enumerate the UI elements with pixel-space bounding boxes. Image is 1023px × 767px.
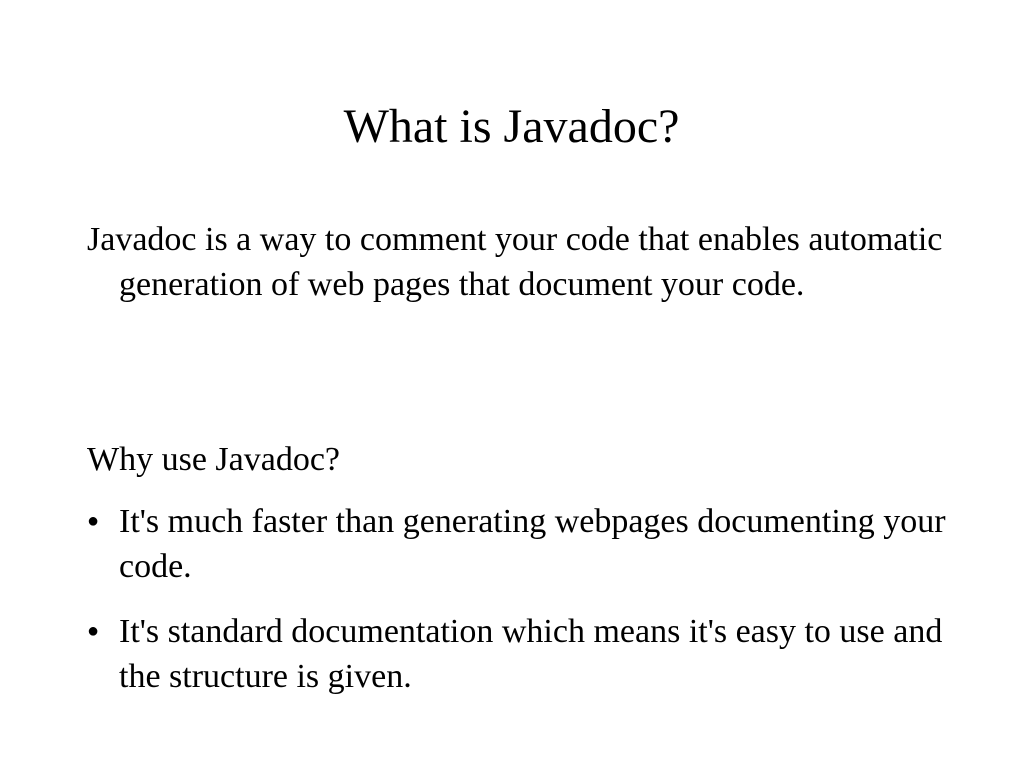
- bullet-text: It's standard documentation which means it's easy to use and the structure is given.: [119, 613, 943, 695]
- slide-title: What is Javadoc?: [343, 100, 680, 153]
- bullet-dot-icon: ●: [87, 510, 100, 532]
- bullet-text: It's much faster than generating webpages documenting your code.: [119, 503, 946, 585]
- why-heading: Why use Javadoc?: [87, 441, 341, 478]
- bullet-item: [87, 609, 947, 699]
- bullet-item: [87, 499, 947, 589]
- bullet-dot-icon: ●: [87, 620, 100, 642]
- intro-paragraph: Javadoc is a way to comment your code that enables automatic generation of web pages that document your code.: [87, 221, 943, 303]
